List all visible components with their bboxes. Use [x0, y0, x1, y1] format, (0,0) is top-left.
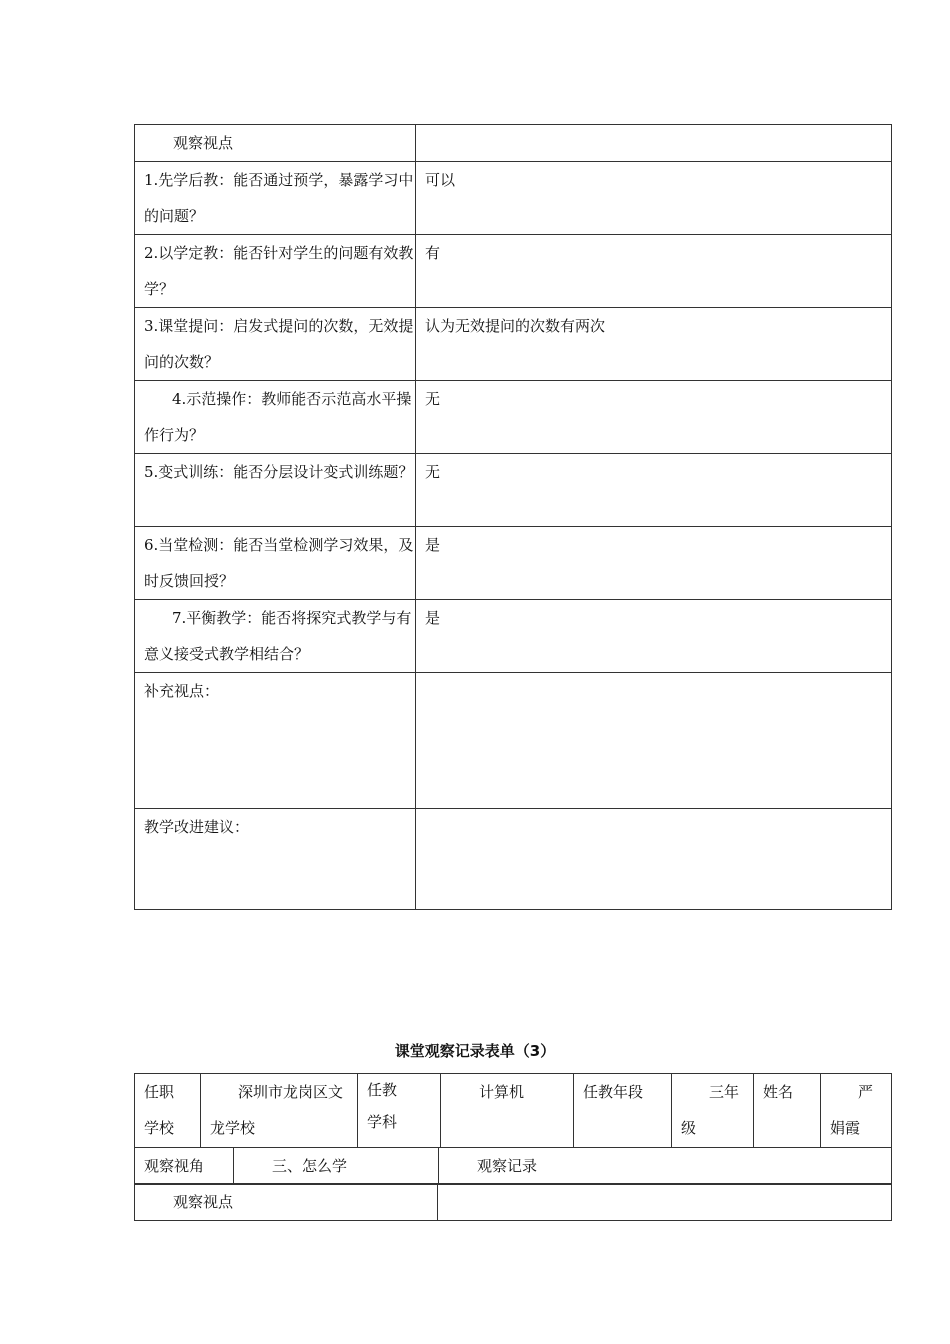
question-4: 4.示范操作：教师能否示范高水平操作行为？ [135, 381, 416, 454]
question-5: 5.变式训练：能否分层设计变式训练题？ [135, 454, 416, 527]
header-record [416, 125, 892, 162]
question-1: 1.先学后教：能否通过预学，暴露学习中的问题？ [135, 162, 416, 235]
record-label: 观察记录 [439, 1148, 892, 1185]
info-table [134, 1073, 892, 1148]
answer-5: 无 [416, 454, 892, 527]
viewpoint-record[interactable] [438, 1184, 892, 1221]
name-value: 严娟霞 [821, 1074, 892, 1148]
question-2: 2.以学定教：能否针对学生的问题有效教学？ [135, 235, 416, 308]
suggestion-field[interactable] [416, 809, 892, 910]
answer-2: 有 [416, 235, 892, 308]
grade-value: 三年级 [672, 1074, 754, 1148]
supplement-label-cell: 补充视点： [135, 673, 416, 809]
question-7: 7.平衡教学：能否将探究式教学与有意义接受式教学相结合？ [135, 600, 416, 673]
answer-7: 是 [416, 600, 892, 673]
suggestion-label-cell: 教学改进建议： [135, 809, 416, 910]
school-label: 任职学校 [135, 1074, 201, 1148]
grade-label: 任教年段 [574, 1074, 672, 1148]
answer-3: 认为无效提问的次数有两次 [416, 308, 892, 381]
angle-label: 观察视角 [135, 1148, 234, 1185]
subject-label: 任教学科 [358, 1074, 441, 1148]
answer-6: 是 [416, 527, 892, 600]
angle-value: 三、怎么学 [234, 1148, 439, 1185]
header-viewpoint: 观察视点 [135, 125, 416, 162]
viewpoint-table [134, 1183, 892, 1221]
supplement-field[interactable] [416, 673, 892, 809]
question-3: 3.课堂提问：启发式提问的次数，无效提问的次数？ [135, 308, 416, 381]
viewpoint-label: 观察视点 [135, 1184, 438, 1221]
angle-table [134, 1147, 892, 1185]
school-value: 深圳市龙岗区文龙学校 [201, 1074, 358, 1148]
question-6: 6.当堂检测：能否当堂检测学习效果，及时反馈回授？ [135, 527, 416, 600]
observation-table [134, 124, 892, 910]
subject-value: 计算机 [441, 1074, 574, 1148]
name-label: 姓名 [754, 1074, 821, 1148]
form-title: 课堂观察记录表单（3） [394, 1042, 556, 1060]
answer-4: 无 [416, 381, 892, 454]
answer-1: 可以 [416, 162, 892, 235]
